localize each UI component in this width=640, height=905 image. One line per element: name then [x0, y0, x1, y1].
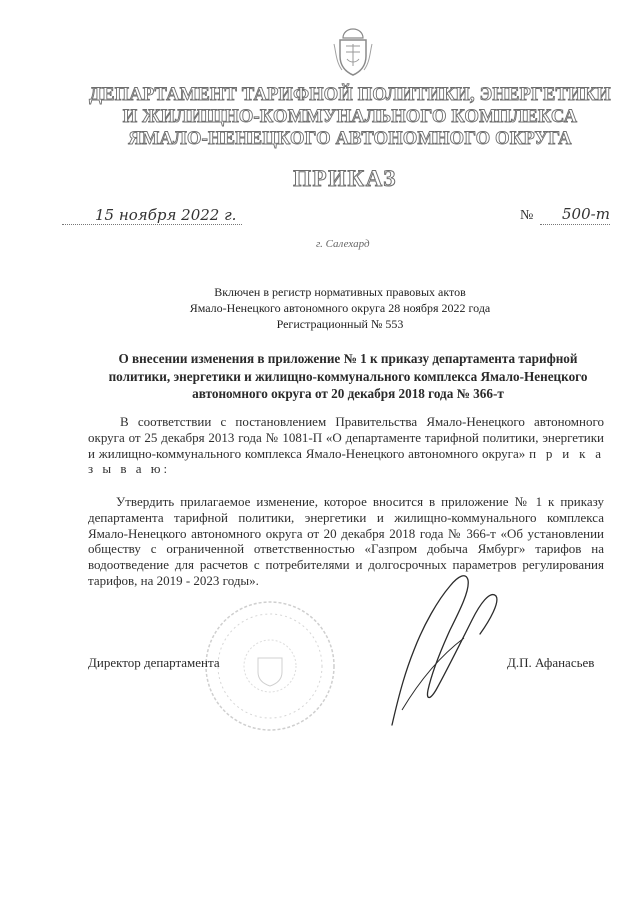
director-position: Директор департамента	[88, 655, 220, 670]
department-name-line-2: И ЖИЛИЩНО-КОММУНАЛЬНОГО КОМПЛЕКСА	[122, 107, 578, 127]
official-seal-icon	[200, 596, 340, 736]
operative-paragraph: Утвердить прилагаемое изменение, которое вносится в приложение № 1 к приказу департамента тарифной политики, энергетики и жилищно-коммунального комплекса Ямало-Ненецкого автономного округа от 20 декабря 2018 года № 366-т «Об установлении обществу с ограниченной ответственностью «Газпром добыча Ямбург» тарифов на водоотведение для расчетов с потребителями и долгосрочных параметров регулирования тарифов, на 2019 - 2023 годы».	[88, 494, 604, 588]
coat-of-arms-icon	[330, 26, 376, 78]
number-underline	[540, 224, 610, 225]
order-subject: О внесении изменения в приложение № 1 к приказу департамента тарифной политики, энергетики и жилищно-коммунального комплекса Ямало-Ненецкого автономного округа от 20 декабря 2018 года № 366-т	[108, 351, 588, 401]
registration-line-3: Регистрационный № 553	[276, 317, 404, 331]
order-number-handwritten: 500-т	[562, 205, 610, 223]
preamble-text: В соответствии с постановлением Правительства Ямало-Ненецкого автономного округа от 25 декабря 2013 года № 1081-П «О департаменте тарифной политики, энергетики и жилищно-коммунального комплекса Ямало-Ненецкого автономного округа»	[88, 414, 604, 461]
order-date-handwritten: 15 ноября 2022 г.	[95, 206, 237, 224]
date-underline	[62, 224, 242, 225]
order-word: п р и к а з ы в а ю:	[88, 445, 605, 477]
registration-note	[150, 284, 530, 332]
registration-line-2: Ямало-Ненецкого автономного округа 28 ноября 2022 года	[189, 301, 491, 315]
signer-name: Д.П. Афанасьев	[507, 655, 595, 670]
registration-line-1: Включен в регистр нормативных правовых актов	[214, 285, 466, 299]
city-name: г. Салехард	[316, 238, 370, 250]
handwritten-signature-icon	[380, 560, 510, 730]
document-title: ПРИКАЗ	[293, 166, 397, 191]
department-name-line-1: ДЕПАРТАМЕНТ ТАРИФНОЙ ПОЛИТИКИ, ЭНЕРГЕТИКИ	[89, 85, 611, 105]
preamble-paragraph	[88, 414, 604, 477]
order-number-label: №	[520, 208, 534, 223]
department-name-line-3: ЯМАЛО-НЕНЕЦКОГО АВТОНОМНОГО ОКРУГА	[128, 129, 572, 149]
